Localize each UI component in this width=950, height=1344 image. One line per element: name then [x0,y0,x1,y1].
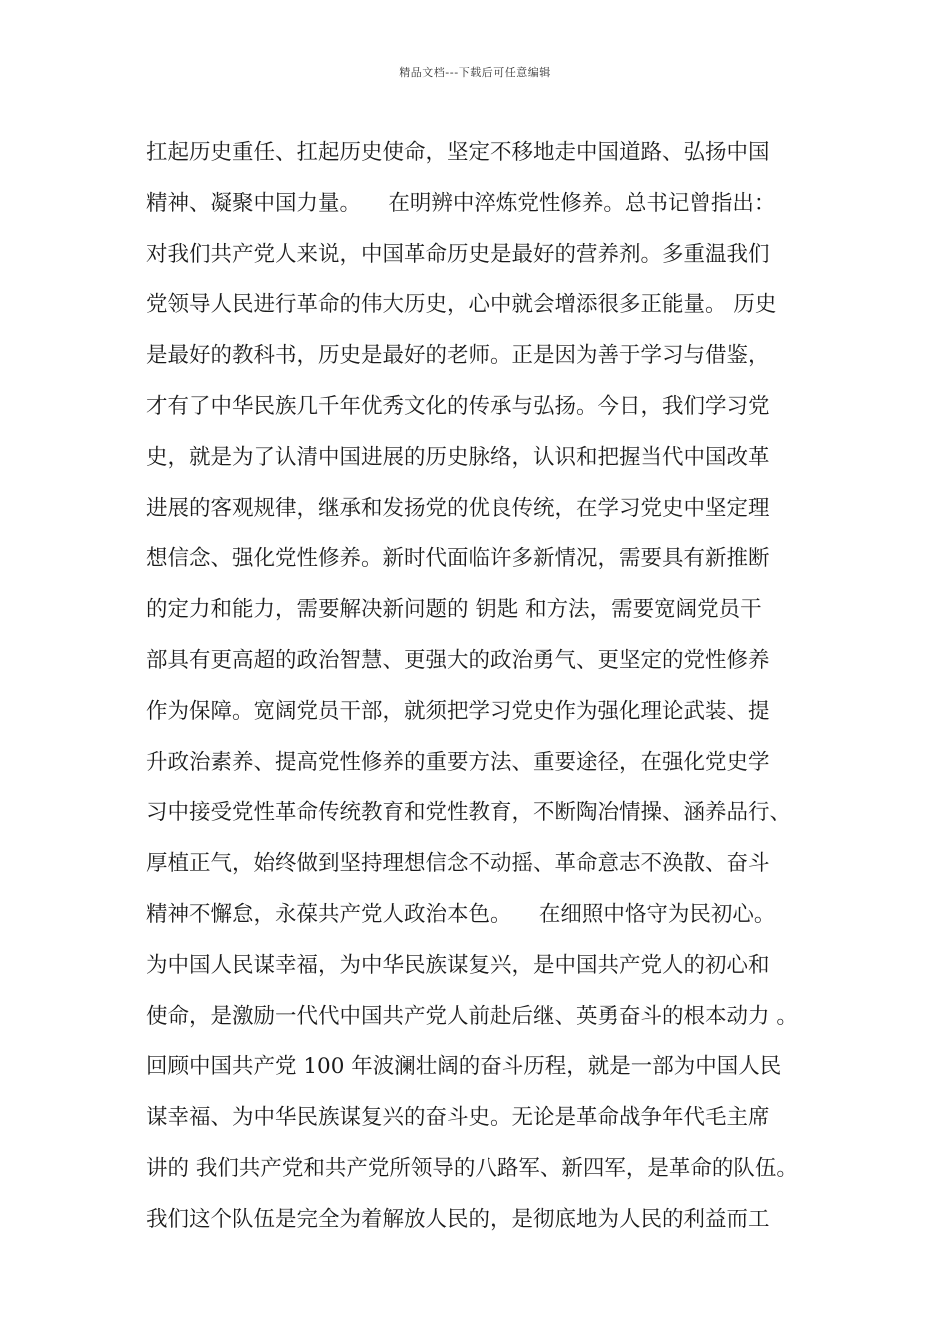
body-line: 作为保障。宽阔党员干部，就须把学习党史作为强化理论武装、提 [146,698,770,724]
body-line: 部具有更高超的政治智慧、更强大的政治勇气、更坚定的党性修养 [146,647,770,673]
body-line: 使命，是激励一代代中国共产党人前赴后继、英勇奋斗的根本动力 。 [146,1003,798,1029]
body-line: 谋幸福、为中华民族谋复兴的奋斗史。无论是革命战争年代毛主席 [146,1105,770,1131]
body-line: 精神、凝聚中国力量。 在明辨中淬炼党性修养。总书记曾指出： [146,190,776,216]
body-line: 升政治素养、提高党性修养的重要方法、重要途径，在强化党史学 [146,749,770,775]
body-line: 对我们共产党人来说，中国革命历史是最好的营养剂。多重温我们 [146,241,770,267]
document-body [146,128,846,1246]
body-line: 党领导人民进行革命的伟大历史，心中就会增添很多正能量。 历史 [146,292,777,318]
body-line: 想信念、强化党性修养。新时代面临许多新情况，需要具有新推断 [146,546,770,572]
body-line: 是最好的教科书，历史是最好的老师。正是因为善于学习与借鉴， [146,343,770,369]
page-header: 精品文档---下载后可任意编辑 [399,66,551,79]
body-line: 才有了中华民族几千年优秀文化的传承与弘扬。今日，我们学习党 [146,393,770,419]
body-line: 精神不懈怠，永葆共产党人政治本色。 在细照中恪守为民初心。 [146,901,776,927]
body-line: 进展的客观规律，继承和发扬党的优良传统，在学习党史中坚定理 [146,495,770,521]
body-line: 为中国人民谋幸福，为中华民族谋复兴，是中国共产党人的初心和 [146,952,770,978]
body-line: 讲的 我们共产党和共产党所领导的八路军、新四军，是革命的队伍。 [146,1155,798,1181]
body-line: 我们这个队伍是完全为着解放人民的，是彻底地为人民的利益而工 [146,1206,770,1232]
body-line: 习中接受党性革命传统教育和党性教育，不断陶冶情操、涵养品行、 [146,800,792,826]
body-line: 的定力和能力，需要解决新问题的 钥匙 和方法，需要宽阔党员干 [146,597,762,623]
body-line: 回顾中国共产党 100 年波澜壮阔的奋斗历程，就是一部为中国人民 [146,1054,782,1080]
body-line: 厚植正气，始终做到坚持理想信念不动摇、革命意志不涣散、奋斗 [146,851,770,877]
body-line: 扛起历史重任、扛起历史使命，坚定不移地走中国道路、弘扬中国 [146,140,770,165]
body-line: 史，就是为了认清中国进展的历史脉络，认识和把握当代中国改革 [146,444,770,470]
